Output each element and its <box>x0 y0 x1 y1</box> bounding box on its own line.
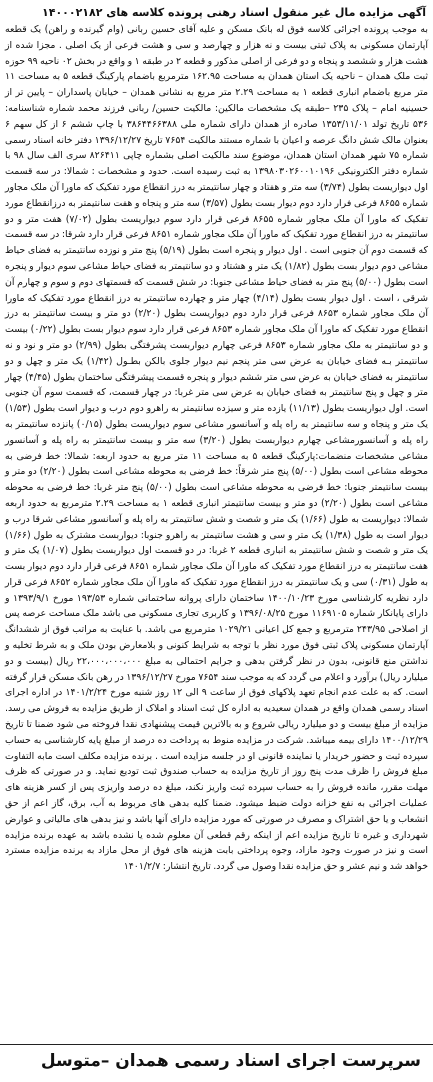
notice-body: به موجب پرونده اجرائی کلاسه فوق له بانک مسکن و علیه آقای حسین ربانی (وام گیرنده و راهن) یک قطعه آپارتمان مسکونی به پلاک ثبتی بیست و نه هزار و چهارصد و سی و هشت فرعی از یک اصلی . مجزا شده از هشت هزار و ششصد و پنجاه و دو فرعی از اصلی مذکور و قطعه ۲ در طبقه ۱ و واقع در بخش ۰۲ ناحیه ۹۹ حوزه ثبت ملک همدان – ناحیه یک استان همدان به مساحت ۱۶۲.۹۵ مترمربع باضمام پارکینگ قطعه ۵ به مساحت ۱۱ متر مربع باضمام انباری قطعه ۱ به مساحت ۲.۲۹ متر مربع به نشانی همدان – خیابان پاسداران – پایین تر از حسینیه امام – پلاک ۲۳۵ –طبقه یک مشخصات مالکین: مالکیت حسین/ ربانی فرزند محمد شماره شناسنامه: ۵۳۶ تاریخ تولد ۱۳۵۳/۱۱/۰۱ صادره از همدان دارای شماره ملی ۳۸۶۴۴۶۶۳۸۸ با چاپ ششم ۶ از کل سهم ۶ بعنوان مالک شش دانگ عرصه و اعیان با شماره مستند مالکیت ۷۶۵۴ تاریخ ۱۳۹۶/۱۲/۲۷ دفتر خانه اسناد رسمی شماره ۷۵ شهر همدان استان همدان، موضوع سند مالکیت اصلی بشماره چاپی ۸۲۶۴۱۱ سری الف سال ۹۸ با شماره دفتر الکترونیکی ۱۳۹۸۰۳۰۲۶۰۰۱۰۱۹۶ به ثبت رسیده است. حدود و مشخصات : شمالا: در سه قسمت اول دیواریست بطول (۳/۷۴) سه متر و هفتاد و چهار سانتیمتر به درز انقطاع مورد تفکیک که ماورا آن ملک مجاور شماره ۸۶۵۵ فرعی فرار دارد دوم دیوار بست بطول (۳/۵۷) سه متر و پنجاه و هفت سانتیمتر به درزانقطاع مورد تفکیک که ماورا آن ملک مجاور شماره ۸۶۵۵ فرعی قرار دارد سوم دیواریست بطول (۷/۰۲) هفت متر و دو سانتیمتر به درز انقطاع مورد تفکیک که ماورا آن ملک مجاور شماره ۸۶۵۱ فرعی قرار دارد شرقا: در سه قسمت که قسمت دوم آن جنوبی است . اول دیوار و پنجره است بطول (۵/۱۹) پنج متر و نوزده سانتیمتر به فضای حیاط مشاعی دوم دیوار بست بطول (۱/۸۲) یک متر و هشتاد و دو سانتیمتر به فضای حیاط مشاعی سوم دیوار و پنجره است بطول (۵/۰۰) پنج متر به فضای حیاط مشاعی جنوبا: در شش قسمت که قسمتهای دوم و سوم و چهارم آن شرقی ، است . اول دیوار بست بطول (۴/۱۴) چهار متر و چهارده سانتیمتر به درز انقطاع مورد تفکیک که ماورا آن ملک مجاور شماره ۸۶۵۳ فرعی قرار دارد دوم دیواریست بطول (۲/۲۰) دو متر و بیست سانتیمتر به درز انقطاع مورد تفکیک که ماورا آن ملک مجاور شماره ۸۶۵۳ فرعی قرار دارد سوم دیوار بست بطول (۰/۲۲) بیست و دو سانتیمتر به ملک مجاور شماره ۸۶۵۳ فرعی چهارم دیواربست پشرفتگی بطول (۲/۹۹) دو متر و نود و نه سانتیمتر بـه فضای خیابان به عرض سی متر پنجم نیم دیوار جلوی بالکن بطـول (۱/۴۲) یک متر و چهل و دو سانتیمتر به فضای خیابان به عرض سی متر ششم دیوار و پنجره قسمت پیشرفتگی ساختمان بطول (۴/۴۵) چهار متر و چهل و پنج سانتیمتر به فضای خیابان به عرض سی متر غربا: در چهار قسمت، که قسمت سوم آن جنوبی است. اول دیواریست بطول (۱۱/۱۳) یازده متر و سیزده سانتیمتر به راهرو دوم درب و دیوار است بطول (۱/۵۳) یک متر و پنجاه و سه سانتیمتر به راه پله و آسانسور مشاعی سوم دیواریست بطول (۰/۱۵) پانزده سانتیمتر به راه پله و آسانسورمشاعی چهارم دیواربست بطول (۳/۲۰) سه متر و بیست سانتیمتر به راه پله و آسانسور مشاعی مشخصات منضمات:پارکینگ قطعه ۵ به مساحت ۱۱ متر مربع به حدود اربعه: شمالا: خط فرضی به محوطه مشاعی است بطول (۵/۰۰) پنج متر شرقاً: خط فرضی به محوطه مشاعی است بطول (۲/۲۰) دو متر و بیست سانتیمتر جنوبا: خط فرضی به محوطه مشاعی است بطول (۵/۰۰) پنج متر غربا: خط فرضی به محوطه مشاعی است بطول (۲/۲۰) دو متر و بیست سانتیمتر انباری قطعه ۱ به مساحت ۲.۲۹ مترمربع به حدود اربعه شمالا: دیواریست به طول (۱/۶۶) یک متر و شصت و شش سانتیمتر به راه پله و آسانسور مشاعی شرقا درب و دیوار است به طول (۱/۳۸) یک متر و سی و هشت سانتیمتر به راهرو جنوبا: دیواربست مشترک به طول (۱/۶۶) یک متر و شصت و شش سانتیمتر به انباری قطعه ۲ غربا: در دو قسمت اول دیواربست بطول (۱/۰۷) یک متر و هفت سانتیمتر به درز انقطاع مورد تفکیک که ماورا آن ملک مجاور شماره ۸۶۵۱ فرعی قرار دارد دوم دیوار بست به طول (۰/۳۱) سی و یک سانتیمتر به درز انقطاع مورد تفکیک که ماورا آن ملک مجاور شماره ۸۶۵۲ فرعی قرار دارد نظریه کارشناسی مورخ ۱۴۰۰/۱۰/۲۳ ساختمان دارای پروانه ساختمانی شماره ۱۹۳/۵۳ مورخ ۱۳۹۳/۹/۱ و دارای پایانکار شماره ۱۱۶۹۱۰۵ مورخ ۱۳۹۶/۰۸/۲۵ و کاربری تجاری مسکونی می باشد ملک مساحت عرصه پس از اصلاحی ۲۴۳/۹۵ مترمربع و جمع کل اعیانی ۱۰۲۹/۲۱ مترمربع می باشد. با عنایت به مراتب فوق از ششدانگ آپارتمان مسکونی پلاک ثبتی فوق مورد نظر با توجه به شرایط کنونی و بلامعارض بودن ملک و به شرط تخلیه و نداشتن منع قانونی، بدون در نظر گرفتن بدهی و جرایم احتمالی به مبلغ ۲۲،۰۰۰،۰۰۰،۰۰۰ ریال (بیست و دو میلیارد ریال) برآورد و اعلام می گردد که به موجب سند ۷۶۵۴ مورخ ۱۳۹۶/۱۲/۲۷ در رهن بانک مسکن قرار گرفته است. که به علت عدم انجام تعهد پلاکهای فوق از ساعت ۹ الی ۱۲ روز شنبه مورخ ۱۴۰۱/۲/۲۴ در اداره اجرای اسناد رسمی همدان واقع در همدان سعیدیه به اداره کل ثبت اسناد و املاک از طریق مزایده به فروش می رسد. مزایده از مبلغ بیست و دو میلیارد ریالی شروع و به بالاترین قیمت پیشنهادی نقدا فروخته می شود ضمنا تا تاریخ ۱۴۰۰/۱۲/۲۹ دارای بیمه میباشد. شرکت در مزایده منوط به پرداخت ده درصد از مبلغ پایه کارشناسی به حساب سپرده ثبت و حضور خریدار یا نماینده قانونی او در جلسه مزایده است . برنده مزایده مکلف است مابه التفاوت مبلغ فروش را ظرف مدت پنج روز از تاریخ مزایده به حساب صندوق ثبت تودیع نماید. و در صورتی که ظرف مهلت مقرر، مانده فروش را به حساب سپرده ثبت واریز نکند، مبلغ ده درصد واریزی پس از کسر هزینه های عملیات اجرائی به نفع خزانه دولت ضبط میشود. ضمنا کلیه بدهی های مربوط به آب، برق، گاز اعم از حق انشعاب و یا حق اشتراک و مصرف در صورتی که مورد مزایده دارای آنها باشد و نیز بدهی های مالیاتی و عوارض شهرداری و غیره تا تاریخ مزایده اعم از اینکه رقم قطعی آن معلوم شده یا نشده باشد به عهده برنده مزایده است و نیز در صورت وجود مازاد، وجوه پرداختی بابت هزینه های فوق از محل مازاد به برنده مزایده مسترد خواهد شد و نیم عشر و حق مزایده نقدا وصول می گردد. تاریخ انتشار: ۱۴۰۱/۲/۷ <box>5 24 429 873</box>
notice-signature: سرپرست اجرای اسناد رسمی همدان –متوسل <box>0 1044 433 1082</box>
notice-title: آگهی مزایده مال غیر منقول اسناد رهنی پرونده کلاسه های ۱۴۰۰۰۲۱۸۲ <box>42 6 426 19</box>
